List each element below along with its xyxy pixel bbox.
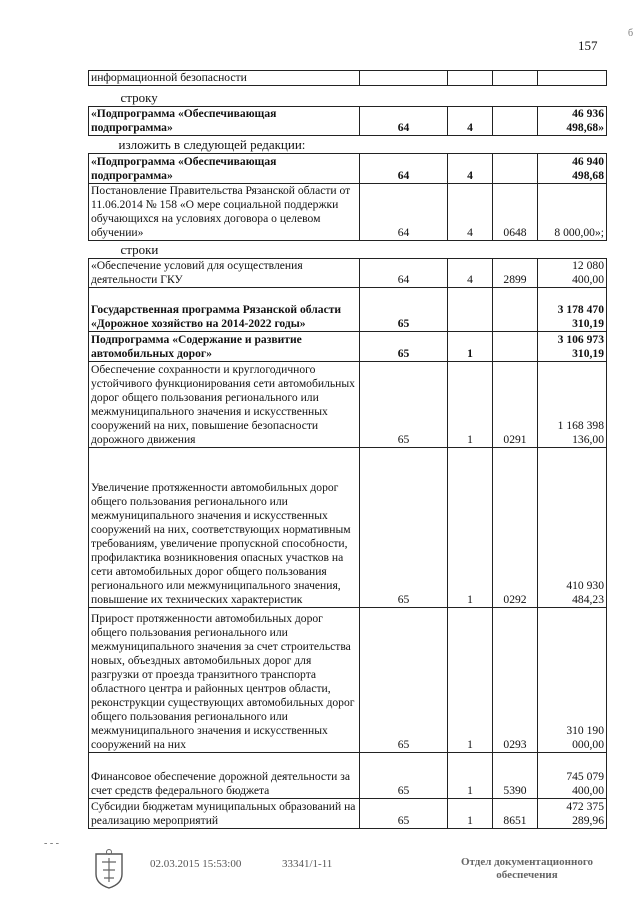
amount-cell: 12 080 400,00: [538, 259, 607, 288]
page-number: 157: [578, 38, 598, 53]
footer-department-line2: обеспечения: [496, 869, 558, 881]
amount-cell: 1 168 398 136,00: [538, 362, 607, 448]
item-name-cell: информационной безопасности: [89, 71, 360, 86]
code3-cell: [493, 154, 538, 184]
item-name-cell: Обеспечение сохранности и круглогодичного устойчивого функционирования сети автомобильных дорог общего пользования регионального или межмуниципального значения и искусственных сооружений на них, повышение безопасности дорожного движения: [89, 362, 360, 448]
amount-cell: 472 375 289,96: [538, 799, 607, 829]
edge-mark: б: [628, 28, 635, 39]
caption-text: строки: [120, 242, 159, 257]
table-row: [89, 362, 607, 448]
code3-cell: [493, 71, 538, 86]
code2-cell: [448, 288, 493, 332]
amount-cell: 46 940 498,68: [538, 154, 607, 184]
caption-row: [89, 241, 607, 259]
code2-cell: 1: [448, 608, 493, 753]
item-name-cell: Постановление Правительства Рязанской области от 11.06.2014 № 158 «О мере социальной поддержки обучающихся на условиях договора о целевом обучении»: [89, 184, 360, 241]
code2-cell: 1: [448, 799, 493, 829]
item-name-cell: Государственная программа Рязанской области «Дорожное хозяйство на 2014-2022 годы»: [89, 288, 360, 332]
table-row: [89, 799, 607, 829]
item-name-cell: «Подпрограмма «Обеспечивающая подпрограмма»: [89, 154, 360, 184]
code3-cell: 0292: [493, 448, 538, 608]
item-name-cell: Подпрограмма «Содержание и развитие автомобильных дорог»: [89, 332, 360, 362]
code1-cell: 65: [360, 332, 448, 362]
footer-datetime: 02.03.2015 15:53:00: [150, 858, 242, 870]
code2-cell: 4: [448, 259, 493, 288]
footer-doc-id: 33341/1-11: [282, 858, 333, 870]
amount-cell: 410 930 484,23: [538, 448, 607, 608]
footer-department: [452, 856, 602, 882]
margin-dash-mark: - - -: [44, 838, 59, 849]
code1-cell: 64: [360, 259, 448, 288]
code2-cell: 4: [448, 107, 493, 136]
code3-cell: 0648: [493, 184, 538, 241]
code2-cell: 1: [448, 753, 493, 799]
code1-cell: 65: [360, 799, 448, 829]
amount-cell: 8 000,00»;: [538, 184, 607, 241]
code1-cell: [360, 71, 448, 86]
amount-cell: 46 936 498,68»: [538, 107, 607, 136]
caption-text: строку: [120, 90, 158, 105]
code3-cell: 5390: [493, 753, 538, 799]
amount-cell: 3 178 470 310,19: [538, 288, 607, 332]
item-name-cell: Увеличение протяженности автомобильных дорог общего пользования регионального или межмуниципального значения и искусственных сооружений на них, соответствующих нормативным требованиям, увеличение пропускной способности, профилактика возникновения опасных участков на сети автомобильных дорог общего пользования регионального или межмуниципального значения, повышение их технических характеристик: [89, 448, 360, 608]
caption-row: [89, 86, 607, 107]
code1-cell: 64: [360, 107, 448, 136]
table-row: [89, 259, 607, 288]
item-name-cell: Субсидии бюджетам муниципальных образований на реализацию мероприятий: [89, 799, 360, 829]
table-row: [89, 288, 607, 332]
table-row: [89, 608, 607, 753]
code1-cell: 65: [360, 448, 448, 608]
code1-cell: 64: [360, 154, 448, 184]
table-row: [89, 448, 607, 608]
caption-text: изложить в следующей редакции:: [118, 137, 306, 152]
budget-table: [88, 70, 607, 829]
code3-cell: 8651: [493, 799, 538, 829]
code2-cell: 4: [448, 154, 493, 184]
code3-cell: 0293: [493, 608, 538, 753]
code1-cell: 65: [360, 288, 448, 332]
code1-cell: 64: [360, 184, 448, 241]
code2-cell: [448, 71, 493, 86]
amount-cell: 745 079 400,00: [538, 753, 607, 799]
code3-cell: [493, 288, 538, 332]
item-name-cell: Прирост протяженности автомобильных дорог общего пользования регионального или межмуниципального значения за счет строительства новых, объездных автомобильных дорог для разгрузки от проезда транзитного транспорта областного центра и районных центров области, реконструкции существующих автомобильных дорог общего пользования регионального или межмуниципального значения и искусственных сооружений на них: [89, 608, 360, 753]
code1-cell: 65: [360, 608, 448, 753]
table-row: [89, 184, 607, 241]
code1-cell: 65: [360, 753, 448, 799]
item-name-cell: «Подпрограмма «Обеспечивающая подпрограмма»: [89, 107, 360, 136]
table-row: [89, 71, 607, 86]
table-row: [89, 753, 607, 799]
code3-cell: 2899: [493, 259, 538, 288]
item-name-cell: Финансовое обеспечение дорожной деятельности за счет средств федерального бюджета: [89, 753, 360, 799]
code2-cell: 1: [448, 448, 493, 608]
caption-row: [89, 136, 607, 154]
code3-cell: 0291: [493, 362, 538, 448]
code2-cell: 4: [448, 184, 493, 241]
item-name-cell: «Обеспечение условий для осуществления деятельности ГКУ: [89, 259, 360, 288]
code2-cell: 1: [448, 362, 493, 448]
code2-cell: 1: [448, 332, 493, 362]
code3-cell: [493, 332, 538, 362]
footer-department-line1: Отдел документационного: [460, 856, 594, 868]
code1-cell: 65: [360, 362, 448, 448]
table-row: [89, 107, 607, 136]
amount-cell: 310 190 000,00: [538, 608, 607, 753]
code3-cell: [493, 107, 538, 136]
amount-cell: [538, 71, 607, 86]
table-row: [89, 332, 607, 362]
coat-of-arms-emblem: [92, 848, 126, 890]
table-row: [89, 154, 607, 184]
amount-cell: 3 106 973 310,19: [538, 332, 607, 362]
